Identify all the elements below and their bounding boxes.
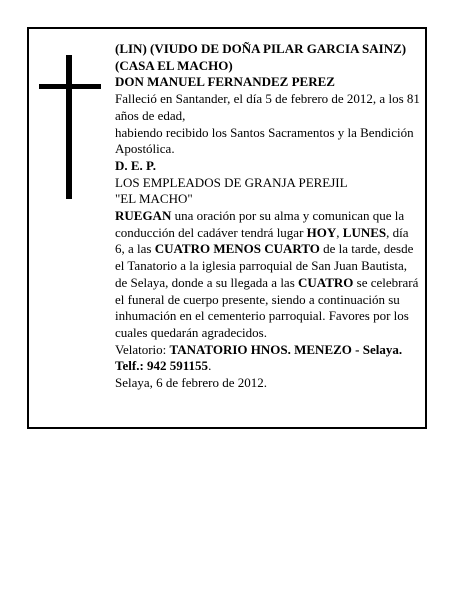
cuatro-word: CUATRO <box>298 274 354 290</box>
phone-end: . <box>208 358 212 374</box>
cross-icon <box>39 55 101 199</box>
request-comma: , <box>336 224 343 240</box>
sacraments-text: habiendo recibido los Santos Sacramentos y la Bendición Apostólica. <box>115 124 414 157</box>
dep-line: D. E. P. <box>115 157 157 173</box>
mourners-line-1: LOS EMPLEADOS DE GRANJA PEREJIL <box>115 174 348 190</box>
velatorio-label: Velatorio: <box>115 341 170 357</box>
funeral-request <box>115 208 421 342</box>
velatorio-place: TANATORIO HNOS. MENEZO - Selaya. <box>169 341 403 357</box>
funeral-time: CUATRO MENOS CUARTO <box>154 241 320 257</box>
obituary-notice <box>27 27 427 429</box>
deceased-name: DON MANUEL FERNANDEZ PEREZ <box>115 74 335 90</box>
heading-line-1: (LIN) (VIUDO DE DOÑA PILAR GARCIA SAINZ) <box>115 41 407 56</box>
velatorio-line <box>115 342 421 375</box>
request-text-2: , día 6, a las <box>115 224 409 257</box>
request-text-3: de la tarde, desde el Tanatorio a la iglesia parroquial de San Juan Bautista, de Selaya, donde a su llegada a las <box>115 241 414 290</box>
dateline: Selaya, 6 de febrero de 2012. <box>115 375 267 391</box>
death-info: Falleció en Santander, el día 5 de febrero de 2012, a los 81 años de edad, <box>115 91 420 123</box>
cross-vertical-bar <box>66 55 72 199</box>
cross-horizontal-bar <box>39 84 101 89</box>
request-text-1: una oración por su alma y comunican que la conducción del cadáver tendrá lugar <box>115 208 405 240</box>
heading-line-2: (CASA EL MACHO) <box>115 57 233 73</box>
request-text-4: se celebrará el funeral de cuerpo presente, siendo a continuación su inhumación en el cementerio parroquial. Favores por los cuales quedarán agradecidos. <box>115 274 419 340</box>
hoy-word: HOY <box>306 224 337 240</box>
phone-number: Telf.: 942 591155 <box>115 358 209 374</box>
ruegan-word: RUEGAN <box>115 208 172 224</box>
mourners-line-2: "EL MACHO" <box>115 191 193 207</box>
lunes-word: LUNES <box>342 224 387 240</box>
notice-body <box>115 41 421 392</box>
